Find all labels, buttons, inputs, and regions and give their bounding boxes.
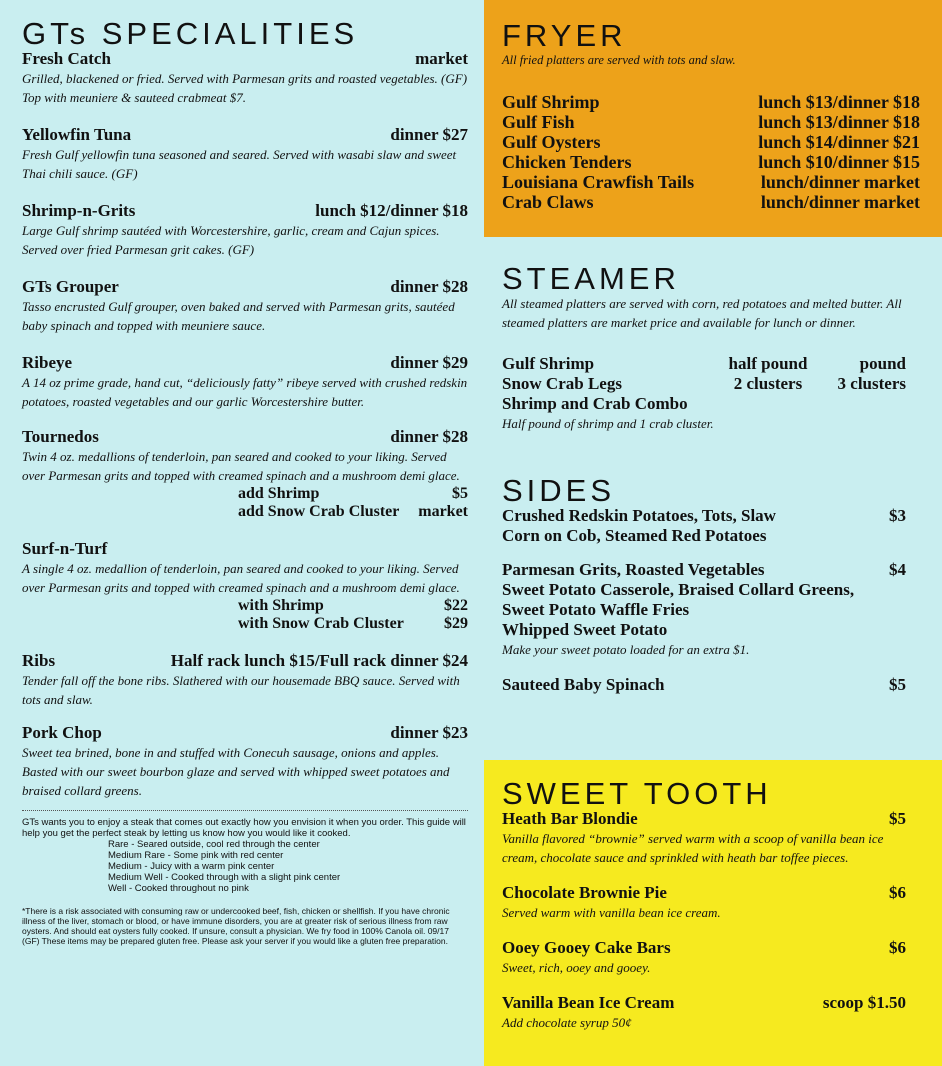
side-name: Crushed Redskin Potatoes, Tots, Slaw — [502, 506, 776, 525]
fryer-row — [502, 192, 920, 212]
sides-group — [502, 675, 906, 695]
side-price: $5 — [889, 675, 906, 694]
item-name: Louisiana Crawfish Tails — [502, 172, 695, 192]
item-name: Snow Crab Legs — [502, 374, 622, 393]
steamer-row — [502, 394, 906, 414]
menu-item — [22, 125, 468, 183]
item-name: Crab Claws — [502, 192, 594, 212]
fryer-section — [484, 0, 942, 237]
side-name: Parmesan Grits, Roasted Vegetables — [502, 560, 765, 579]
sides-group — [502, 506, 906, 546]
dessert-item — [502, 993, 906, 1032]
item-name: Yellowfin Tuna — [22, 125, 132, 144]
menu-item — [22, 277, 468, 335]
menu-item — [22, 353, 468, 411]
sweet-tooth-section — [484, 760, 942, 1066]
item-name: Ribeye — [22, 353, 73, 372]
item-name: Vanilla Bean Ice Cream — [502, 993, 675, 1012]
item-price: Half rack lunch $15/Full rack dinner $24 — [170, 651, 468, 670]
fryer-row — [502, 112, 920, 132]
item-price: $5 — [889, 809, 906, 828]
item-price: lunch $10/dinner $15 — [758, 152, 920, 172]
item-name: Fresh Catch — [22, 49, 111, 68]
item-name: Chicken Tenders — [502, 152, 632, 172]
specialities-title: GTs SPECIALITIES — [22, 16, 359, 51]
item-price: market — [415, 49, 468, 68]
item-desc: Tasso encrusted Gulf grouper, oven baked and served with Parmesan grits, sautéed baby spinach and topped with meuniere sauce. — [22, 299, 455, 333]
item-name: GTs Grouper — [22, 277, 119, 296]
sweet-tooth-title: SWEET TOOTH — [502, 776, 772, 811]
item-desc: Sweet tea brined, bone in and stuffed with Conecuh sausage, onions and apples. Basted with our sweet bourbon glaze and served with whipped sweet potatoes and braised collard greens. — [22, 745, 450, 798]
addon-price: $5 — [452, 485, 468, 502]
menu-item — [22, 49, 468, 107]
menu-item — [22, 723, 468, 800]
divider — [22, 810, 468, 811]
steamer-section — [484, 237, 942, 433]
side-price: $4 — [889, 560, 906, 579]
item-price: dinner $23 — [390, 723, 468, 742]
item-desc: Served warm with vanilla bean ice cream. — [502, 905, 721, 920]
steamer-title: STEAMER — [502, 261, 680, 296]
sides-section — [484, 475, 942, 695]
sides-group — [502, 560, 906, 659]
fryer-row — [502, 152, 920, 172]
steamer-row — [502, 354, 906, 374]
sides-title: SIDES — [502, 473, 616, 508]
fryer-row — [502, 172, 920, 192]
item-name: Heath Bar Blondie — [502, 809, 638, 828]
item-option: 3 clusters — [837, 374, 906, 393]
item-name: Ribs — [22, 651, 56, 670]
fryer-subtitle: All fried platters are served with tots and slaw. — [502, 53, 736, 67]
item-price: $6 — [889, 883, 906, 902]
item-desc: Grilled, blackened or fried. Served with Parmesan grits and roasted vegetables. (GF) — [22, 71, 468, 86]
dessert-item — [502, 883, 906, 922]
steak-level: Medium Well - Cooked through with a slight pink center — [108, 872, 341, 883]
side-name: Sauteed Baby Spinach — [502, 675, 665, 694]
item-name: Chocolate Brownie Pie — [502, 883, 667, 902]
item-desc: A 14 oz prime grade, hand cut, “deliciously fatty” ribeye served with crushed redskin potatoes, roasted vegetables and our garlic Worcestershire butter. — [22, 375, 468, 409]
steamer-row — [502, 374, 906, 394]
item-price: lunch $12/dinner $18 — [315, 201, 468, 220]
steak-level: Rare - Seared outside, cool red through the center — [108, 839, 320, 850]
item-price: lunch $13/dinner $18 — [758, 92, 920, 112]
side-price: $3 — [889, 506, 906, 525]
item-price: dinner $29 — [390, 353, 468, 372]
addon-price: market — [418, 503, 468, 520]
item-desc: Large Gulf shrimp sautéed with Worcestershire, garlic, cream and Cajun spices. Served over fried Parmesan grit cakes. (GF) — [22, 223, 440, 257]
steak-level: Well - Cooked throughout no pink — [108, 883, 249, 894]
addon-price: $29 — [444, 615, 468, 632]
addon-label: add Shrimp — [238, 485, 320, 502]
menu-item — [22, 427, 468, 521]
item-price: lunch $14/dinner $21 — [758, 132, 920, 152]
item-price: dinner $28 — [390, 427, 468, 446]
item-price: lunch $13/dinner $18 — [758, 112, 920, 132]
disclaimer: *There is a risk associated with consuming raw or undercooked beef, fish, chicken or shellfish. If you have chronic illness of the liver, stomach or blood, or have immune disorders, you are at greater risk of serious illness from raw oysters. And should eat oysters fully cooked. If unsure, consult a physician. We fry food in 100% Canola oil. 09/17 (GF) These items may be prepared gluten free. Please ask your server if you would like a gluten free preparation. — [22, 906, 450, 946]
menu-item — [22, 539, 468, 633]
addon-row — [22, 615, 468, 633]
item-desc: Sweet, rich, ooey and gooey. — [502, 960, 651, 975]
item-price: scoop $1.50 — [822, 993, 906, 1012]
side-name: Whipped Sweet Potato — [502, 620, 668, 639]
item-desc: Vanilla flavored “brownie” served warm with a scoop of vanilla bean ice cream, chocolate sauce and sprinkled with heath bar toffee pieces. — [502, 831, 884, 865]
item-desc-extra: Top with meuniere & sauteed crabmeat $7. — [22, 90, 246, 105]
side-name: Sweet Potato Casserole, Braised Collard Greens, — [502, 580, 855, 599]
item-price: lunch/dinner market — [760, 192, 920, 212]
item-name: Gulf Shrimp — [502, 354, 595, 373]
steak-level: Medium - Juicy with a warm pink center — [108, 861, 275, 872]
side-name: Corn on Cob, Steamed Red Potatoes — [502, 526, 767, 545]
fryer-title: FRYER — [502, 18, 627, 53]
addon-price: $22 — [444, 597, 468, 614]
steak-guide-intro: GTs wants you to enjoy a steak that comes out exactly how you envision it when you order. This guide will help you get the perfect steak by letting us know how you would like it cooked. — [22, 817, 466, 839]
side-note: Make your sweet potato loaded for an extra $1. — [502, 642, 750, 657]
item-option: pound — [859, 354, 906, 373]
fryer-row — [502, 92, 920, 112]
item-name: Gulf Shrimp — [502, 92, 600, 112]
item-price: lunch/dinner market — [760, 172, 920, 192]
addon-row — [22, 597, 468, 615]
right-column — [484, 0, 942, 1066]
item-name: Surf-n-Turf — [22, 539, 108, 558]
item-name: Shrimp-n-Grits — [22, 201, 136, 220]
item-option: half pound — [728, 354, 808, 373]
item-price: dinner $27 — [390, 125, 468, 144]
dessert-item — [502, 809, 906, 867]
item-price: dinner $28 — [390, 277, 468, 296]
addon-label: with Shrimp — [238, 597, 324, 614]
item-desc: Add chocolate syrup 50¢ — [502, 1015, 632, 1030]
steamer-note: Half pound of shrimp and 1 crab cluster. — [502, 416, 714, 431]
item-name: Ooey Gooey Cake Bars — [502, 938, 671, 957]
steak-level: Medium Rare - Some pink with red center — [108, 850, 284, 861]
item-name: Gulf Fish — [502, 112, 575, 132]
item-desc: Fresh Gulf yellowfin tuna seasoned and seared. Served with wasabi slaw and sweet Thai chili sauce. (GF) — [22, 147, 457, 181]
dessert-item — [502, 938, 906, 977]
item-name: Gulf Oysters — [502, 132, 601, 152]
item-desc: Tender fall off the bone ribs. Slathered with our housemade BBQ sauce. Served with tots and slaw. — [22, 673, 460, 707]
addon-row — [22, 503, 468, 521]
item-name: Tournedos — [22, 427, 99, 446]
addon-label: add Snow Crab Cluster — [238, 503, 400, 520]
menu-item — [22, 201, 468, 259]
steamer-subtitle: All steamed platters are served with corn, red potatoes and melted butter. All steamed platters are market price and available for lunch or dinner. — [502, 296, 902, 330]
addon-label: with Snow Crab Cluster — [238, 615, 404, 632]
item-name: Shrimp and Crab Combo — [502, 394, 688, 413]
menu-item — [22, 651, 468, 709]
item-price: $6 — [889, 938, 906, 957]
addon-row — [22, 485, 468, 503]
item-desc: Twin 4 oz. medallions of tenderloin, pan seared and cooked to your liking. Served over Parmesan grits and topped with creamed spinach and a mushroom demi glace. — [22, 449, 460, 483]
side-name: Sweet Potato Waffle Fries — [502, 600, 690, 619]
fryer-row — [502, 132, 920, 152]
item-option: 2 clusters — [733, 374, 803, 393]
item-name: Pork Chop — [22, 723, 102, 742]
item-desc: A single 4 oz. medallion of tenderloin, pan seared and cooked to your liking. Served over Parmesan grits and topped with creamed spinach and a mushroom demi glace. — [22, 561, 460, 595]
